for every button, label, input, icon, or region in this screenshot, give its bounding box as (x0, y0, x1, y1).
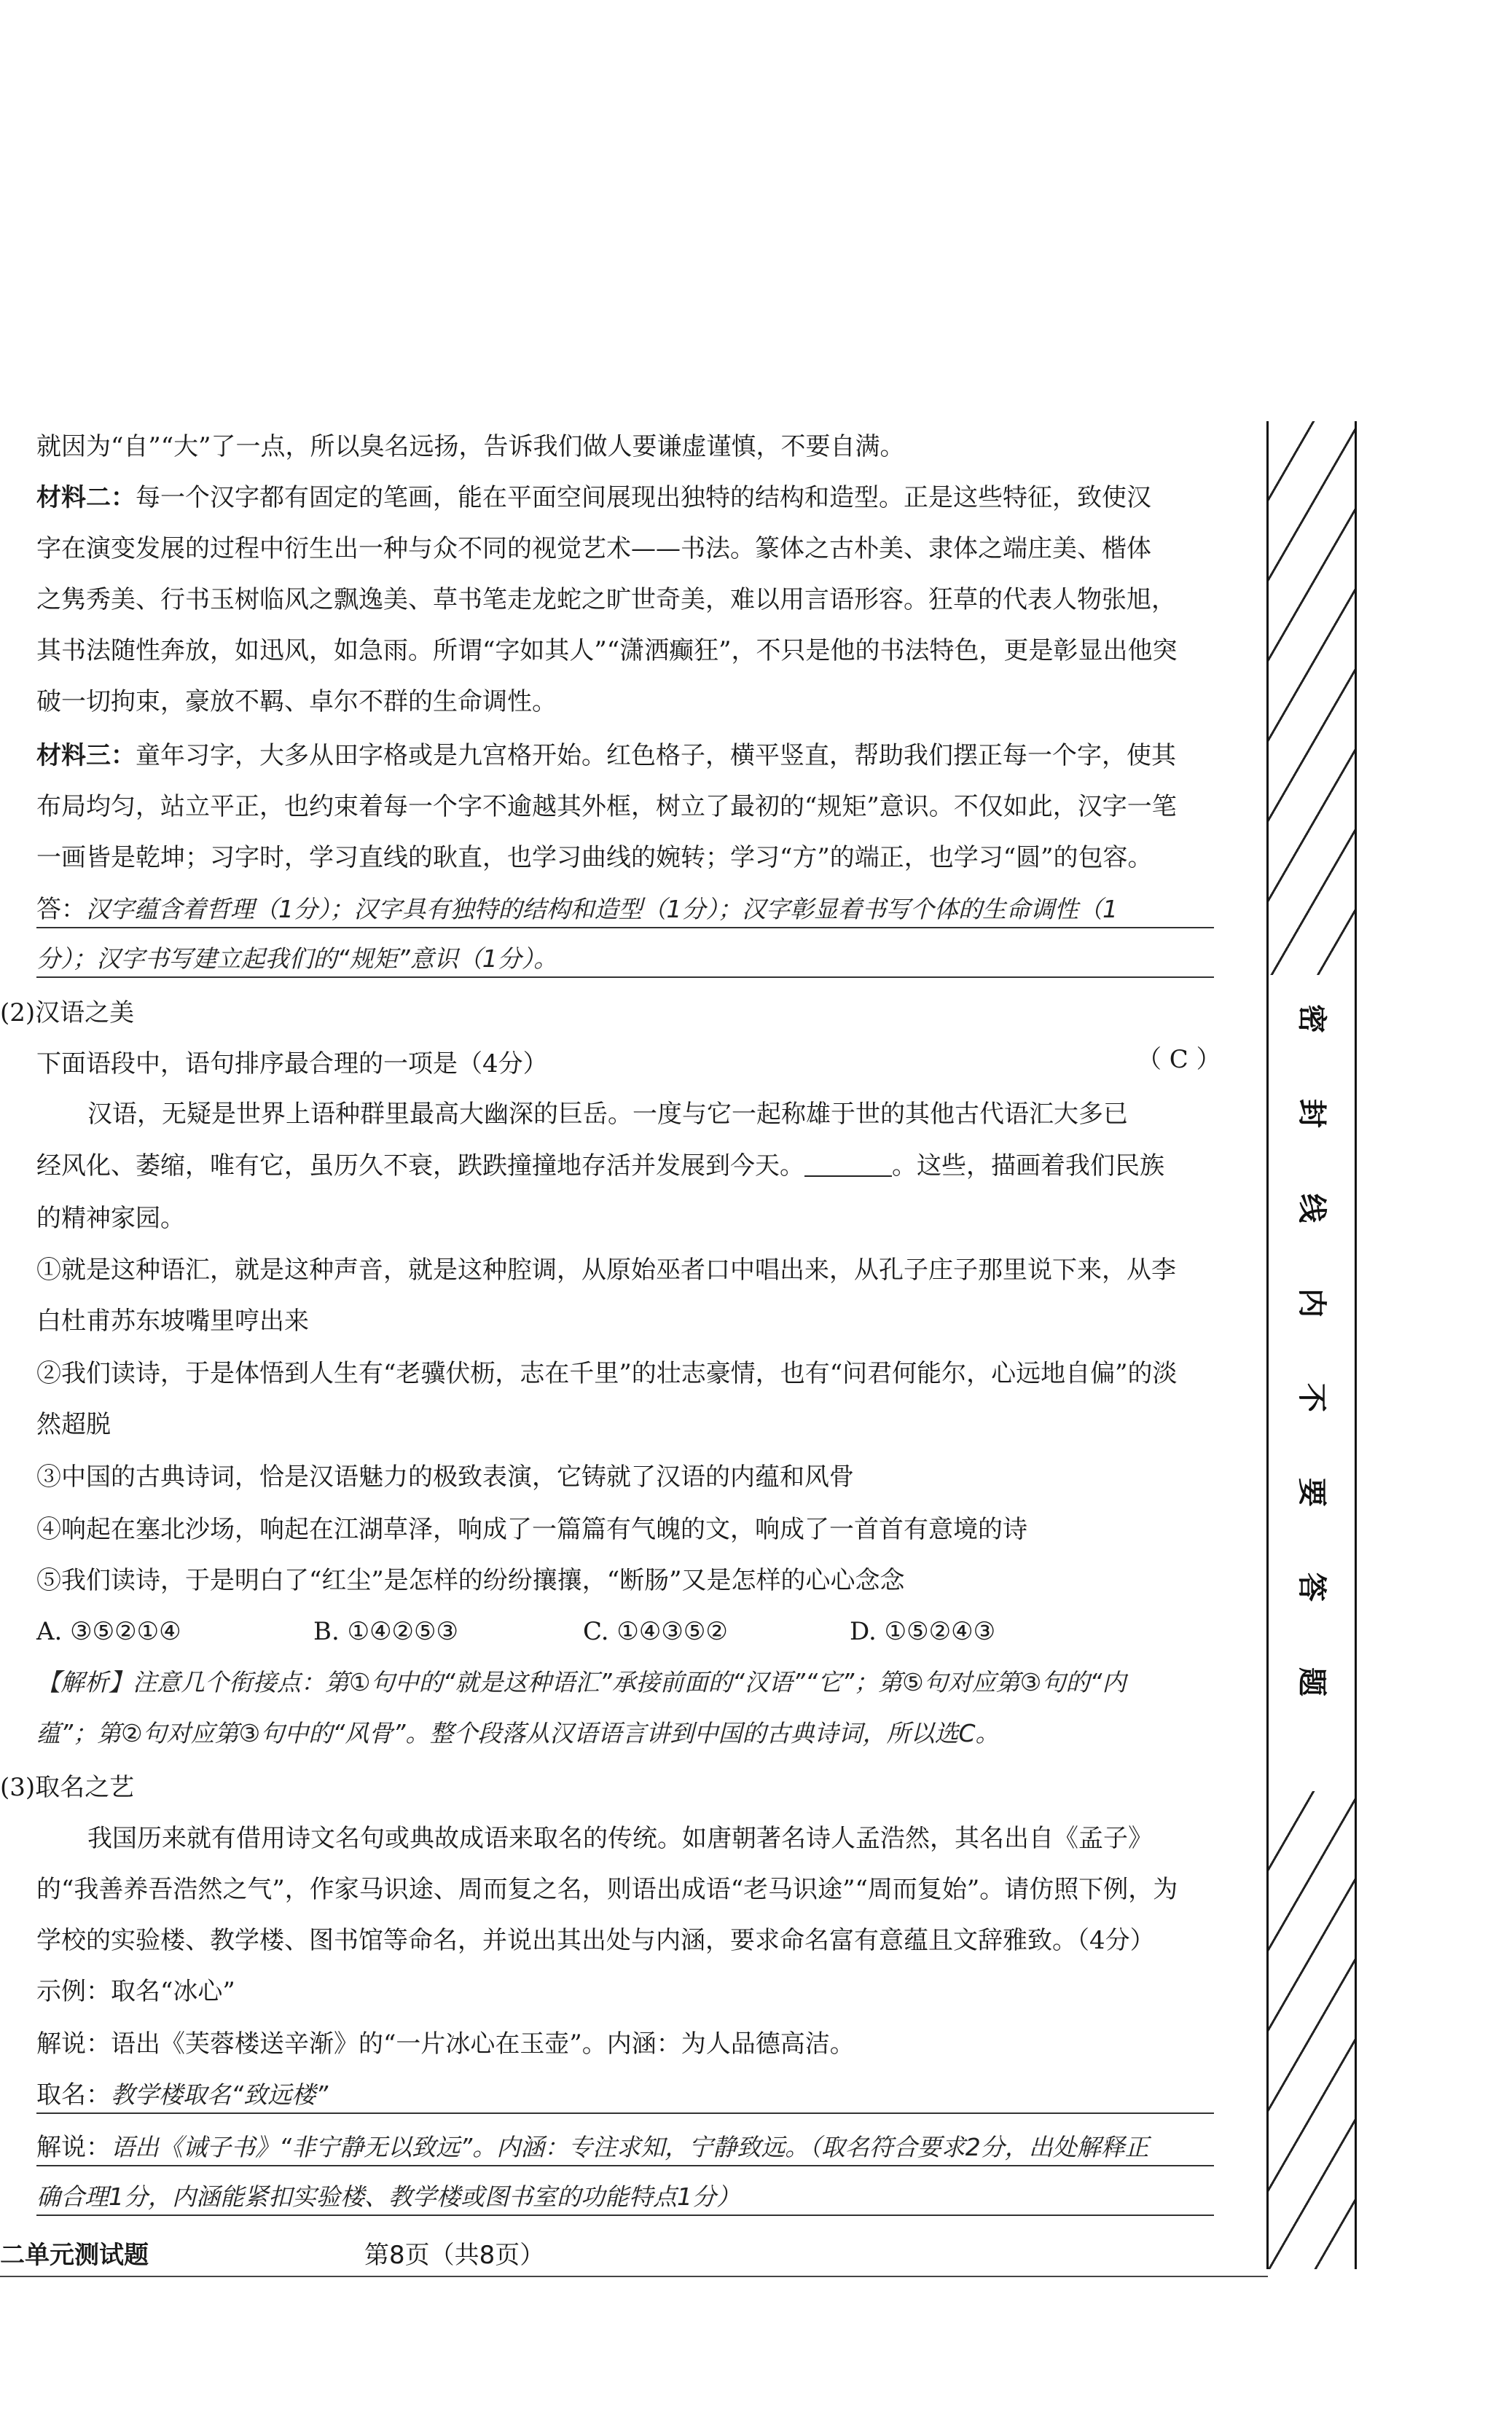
sentence-item-4: ④响起在塞北沙场，响起在江湖草泽，响成了一篇篇有气魄的文，响成了一首首有意境的诗 (36, 1515, 1027, 1544)
seal-char: 要 (1295, 1478, 1328, 1507)
answer1-line-2: 分）；汉字书写建立起我们的“规矩”意识（1分）。 (36, 944, 558, 973)
option-a: A. ③⑤②①④ (36, 1617, 181, 1646)
option-b: B. ①④②⑤③ (313, 1617, 459, 1646)
footer-divider (0, 2276, 1268, 2277)
material2-line-4: 其书法随性奔放，如迅风，如急雨。所谓“字如其人”“潇洒癫狂”，不只是他的书法特色，更是彰显出他突 (36, 636, 1178, 665)
sentence-item-3: ③中国的古典诗词，恰是汉语魅力的极致表演，它铸就了汉语的内蕴和风骨 (36, 1462, 854, 1492)
seal-char: 内 (1295, 1288, 1328, 1317)
explain-prefix: 解说： (36, 2133, 111, 2162)
seal-char: 密 (1295, 1004, 1328, 1033)
material2-line-1: 材料二：每一个汉字都有固定的笔画，能在平面空间展现出独特的结构和造型。正是这些特征，致使汉 (36, 483, 1151, 512)
answer1-line-1 (36, 895, 1118, 924)
section3-heading: (3)取名之艺 (0, 1773, 135, 1802)
sentence-item-1: ①就是这种语汇，就是这种声音，就是这种腔调，从原始巫者口中唱出来，从孔子庄子那里说下来，从李 (36, 1256, 1176, 1285)
answer-underline (36, 927, 1214, 928)
seal-line-strip (1266, 421, 1357, 2269)
material3-line-2: 布局均匀，站立平正，也约束着每一个字不逾越其外框，树立了最初的“规矩”意识。不仅如此，汉字一笔 (36, 792, 1177, 821)
analysis-line-2: 蕴”；第②句对应第③句中的“风骨”。整个段落从汉语语言讲到中国的古典诗词，所以选C。 (36, 1719, 1000, 1747)
material2-line-3: 之隽秀美、行书玉树临风之飘逸美、草书笔走龙蛇之旷世奇美，难以用言语形容。狂草的代表人物张旭， (36, 585, 1176, 614)
answer1-prefix: 答： (36, 895, 86, 924)
footer-unit-title: 二单元测试题 (0, 2241, 149, 2270)
passage-line-1: 汉语，无疑是世界上语种群里最高大幽深的巨岳。一度与它一起称雄于世的其他古代语汇大多已 (87, 1100, 1128, 1129)
seal-char: 不 (1295, 1383, 1328, 1412)
fill-blank (804, 1154, 892, 1177)
hatch-pattern-bottom (1269, 1791, 1355, 2269)
seal-warning-text (1269, 1004, 1355, 1762)
answer-underline (36, 2112, 1214, 2114)
analysis-line-1: 【解析】注意几个衔接点：第①句中的“就是这种语汇”承接前面的“汉语”“它”；第⑤句对应第③句的“内 (36, 1668, 1127, 1696)
section3-intro-3: 学校的实验楼、教学楼、图书馆等命名，并说出其出处与内涵，要求命名富有意蕴且文辞雅致。（4分） (36, 1926, 1155, 1955)
section2-question: 下面语段中，语句排序最合理的一项是（4分） (36, 1049, 548, 1078)
example-explain: 解说：语出《芙蓉楼送辛渐》的“一片冰心在玉壶”。内涵：为人品德高洁。 (36, 2029, 855, 2059)
explain-answer-line-2: 确合理1分，内涵能紧扣实验楼、教学楼或图书室的功能特点1分） (36, 2182, 740, 2211)
seal-char: 线 (1295, 1194, 1328, 1223)
material2-label: 材料二： (36, 483, 136, 512)
material3-line-1: 材料三：童年习字，大多从田字格或是九宫格开始。红色格子，横平竖直，帮助我们摆正每一个字，使其 (36, 741, 1176, 770)
example-label: 示例：取名“冰心” (36, 1977, 235, 2006)
material2-line-2: 字在演变发展的过程中衍生出一种与众不同的视觉艺术——书法。篆体之古朴美、隶体之端庄美、楷体 (36, 534, 1151, 563)
answer-underline (36, 976, 1214, 978)
name-prefix: 取名： (36, 2080, 111, 2110)
material1-tail: 就因为“自”“大”了一点，所以臭名远扬，告诉我们做人要谦虚谨慎，不要自满。 (36, 432, 905, 461)
material3-label: 材料三： (36, 741, 136, 770)
material3-line-3: 一画皆是乾坤；习字时，学习直线的耿直，也学习曲线的婉转；学习“方”的端正，也学习“圆”的包容。 (36, 843, 1153, 872)
seal-char: 封 (1295, 1099, 1328, 1128)
section2-answer-choice: （ C ） (1137, 1045, 1221, 1074)
seal-char: 答 (1295, 1573, 1328, 1602)
answer-underline (36, 2215, 1214, 2216)
name-answer: 教学楼取名“致远楼” (111, 2080, 329, 2109)
option-d: D. ①⑤②④③ (850, 1617, 996, 1646)
passage-line-2: 经风化、萎缩，唯有它，虽历久不衰，跌跌撞撞地存活并发展到今天。 。这些，描画着我们民族 (36, 1151, 1164, 1180)
explain-answer-line-1: 解说：语出《诫子书》“非宁静无以致远”。内涵：专注求知，宁静致远。（取名符合要求2分，出处解释正 (36, 2133, 1149, 2162)
answer1-handwriting: 汉字蕴含着哲理（1分）；汉字具有独特的结构和造型（1分）；汉字彰显着书写个体的生命调性（1 (86, 895, 1118, 923)
sentence-item-1-cont: 白杜甫苏东坡嘴里哼出来 (36, 1307, 309, 1336)
section3-intro-1: 我国历来就有借用诗文名句或典故成语来取名的传统。如唐朝著名诗人孟浩然，其名出自《孟子》 (87, 1824, 1153, 1853)
material2-line-5: 破一切拘束，豪放不羁、卓尔不群的生命调性。 (36, 687, 557, 716)
footer-page-number: 第8页（共8页） (364, 2241, 545, 2270)
answer-underline (36, 2165, 1214, 2166)
name-answer-line (36, 2080, 328, 2110)
sentence-item-2-cont: 然超脱 (36, 1410, 111, 1439)
section2-heading: (2)汉语之美 (0, 998, 135, 1027)
seal-char: 题 (1295, 1667, 1328, 1696)
section3-intro-2: 的“我善养吾浩然之气”，作家马识途、周而复之名，则语出成语“老马识途”“周而复始”。请仿照下例，为 (36, 1875, 1178, 1904)
sentence-item-2: ②我们读诗，于是体悟到人生有“老骥伏枥，志在千里”的壮志豪情，也有“问君何能尔，心远地自偏”的淡 (36, 1359, 1178, 1388)
sentence-item-5: ⑤我们读诗，于是明白了“红尘”是怎样的纷纷攘攘，“断肠”又是怎样的心心念念 (36, 1566, 905, 1595)
passage-line-3: 的精神家园。 (36, 1204, 185, 1233)
option-c: C. ①④③⑤② (583, 1617, 728, 1646)
hatch-pattern-top (1269, 421, 1355, 975)
